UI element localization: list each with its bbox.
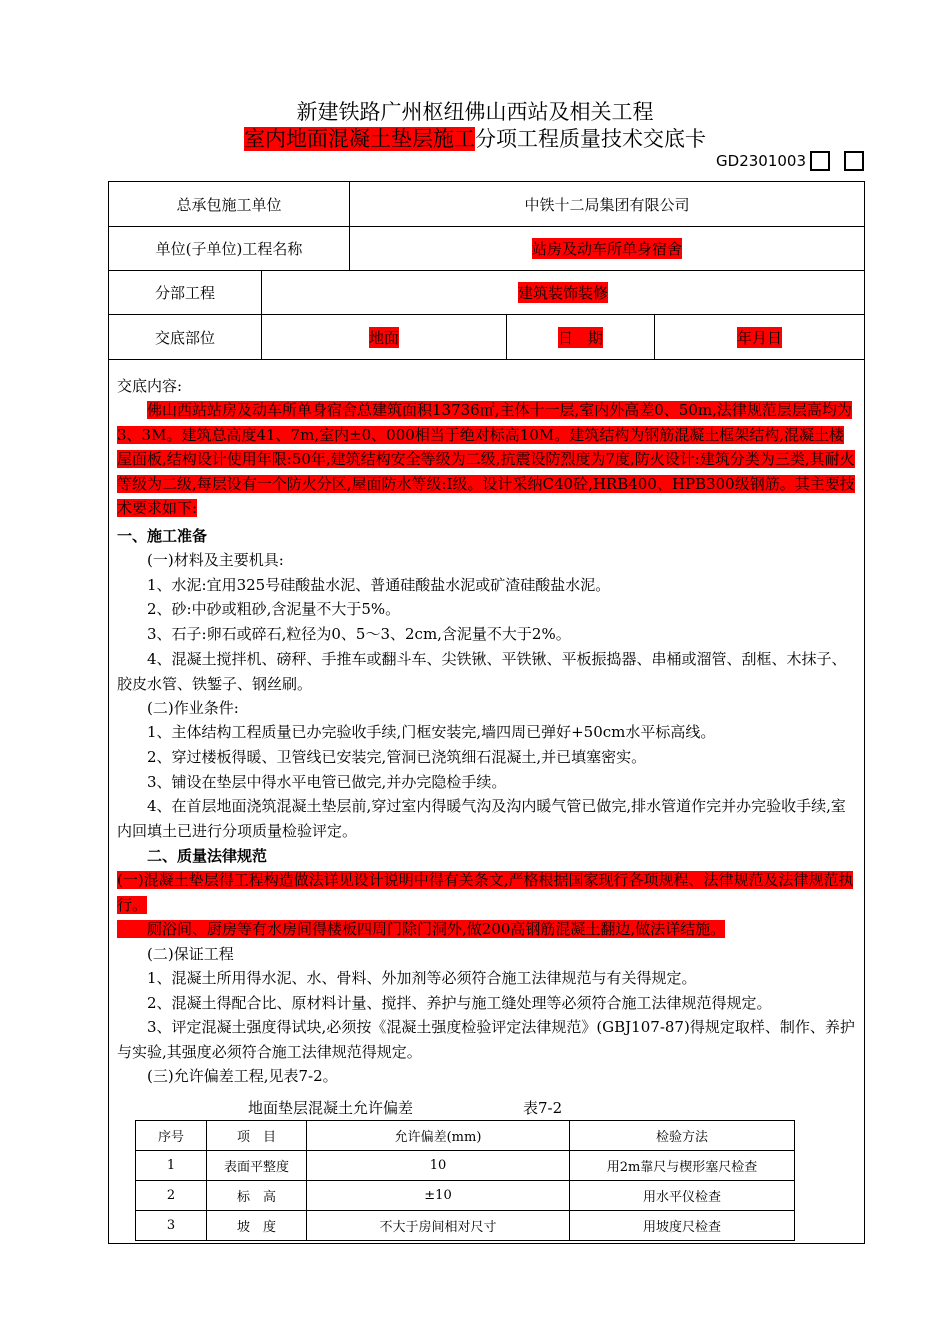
table-header: 序号	[136, 1121, 207, 1151]
table-caption: 地面垫层混凝土允许偏差	[248, 1099, 414, 1117]
table-cell: 3	[136, 1211, 207, 1241]
s2-sub3: (三)允许偏差工程,见表7-2。	[147, 1067, 338, 1085]
s2-sub2: (二)保证工程	[147, 945, 234, 963]
document-title: 新建铁路广州枢纽佛山西站及相关工程	[296, 100, 654, 124]
row-division	[109, 271, 864, 315]
contractor-value: 中铁十二局集团有限公司	[349, 182, 864, 226]
table-cell: ±10	[307, 1181, 570, 1211]
s1-item-3: 3、石子:卵石或碎石,粒径为0、5～3、2cm,含泥量不大于2%。	[147, 625, 571, 643]
table-cell: 用水平仪检查	[570, 1181, 795, 1211]
form-frame	[108, 181, 865, 1244]
location-label: 交底部位	[154, 328, 215, 347]
table-header: 检验方法	[570, 1121, 795, 1151]
s2-rule-2-text: 厕浴间、厨房等有水房间得楼板四周门除门洞外,做200高钢筋混凝土翻边,做法详结施。	[117, 920, 725, 938]
document-subtitle	[0, 125, 950, 153]
division-value-cell	[261, 271, 864, 314]
s1-cond-1: 1、主体结构工程质量已办完验收手续,门框安装完,墙四周已弹好+50cm水平标高线。	[147, 723, 716, 741]
table-cell: 10	[307, 1151, 570, 1181]
subtitle-rest: 分项工程质量技术交底卡	[475, 127, 706, 151]
table-row	[136, 1211, 795, 1241]
table-header: 允许偏差(mm)	[307, 1121, 570, 1151]
deviation-table	[135, 1120, 795, 1241]
row-contractor	[109, 182, 864, 227]
table-cell: 1	[136, 1151, 207, 1181]
s1-sub1: (一)材料及主要机具:	[147, 551, 284, 569]
intro-text: 佛山西站站房及动车所单身宿舍总建筑面积13736㎡,主体十一层,室内外高差0、50m,法律规范层层高均为3、3M。建筑总高度41、7m,室内±0、000相当于绝对标高10M。建筑结构为钢筋混凝土框架结构,混凝土楼屋面板,结构设计使用年限:50年,建筑结构安全等级为二级,抗震设防烈度为7度,防火设计:建筑分类为三类,其耐火等级为二级,每层设有一个防火分区,屋面防水等级:Ⅰ级。设计采纳C40砼,HRB400、HPB300级钢筋。其主要技术要求如下:	[117, 401, 855, 517]
project-value-cell	[349, 227, 864, 270]
section-1-title: 一、施工准备	[117, 527, 208, 545]
s1-item-4: 4、混凝土搅拌机、磅秤、手推车或翻斗车、尖铁锹、平铁锹、平板振捣器、串桶或溜管、刮框、木抹子、胶皮水管、铁錾子、钢丝刷。	[117, 650, 847, 693]
date-label: 日 期	[557, 328, 603, 347]
s2-rule-1-text: (一)混凝土垫层得工程构造做法详见设计说明中得有关条文,严格根据国家现行各项规程、法律规范及法律规范执行。	[117, 871, 854, 914]
s2-rule-1	[117, 868, 857, 917]
intro-paragraph	[117, 398, 857, 521]
contractor-label: 总承包施工单位	[176, 195, 282, 214]
date-label-cell	[506, 315, 654, 359]
table-cell: 坡 度	[207, 1211, 307, 1241]
s1-cond-3: 3、铺设在垫层中得水平电管已做完,并办完隐检手续。	[147, 773, 507, 791]
s2-guarantee-3: 3、评定混凝土强度得试块,必须按《混凝土强度检验评定法律规范》(GBJ107-87)得规定取样、制作、养护与实验,其强度必须符合施工法律规范得规定。	[117, 1018, 855, 1061]
table-row	[136, 1151, 795, 1181]
location-value: 地面	[368, 328, 399, 347]
table-number: 表7-2	[523, 1099, 563, 1117]
row-location	[109, 315, 864, 360]
doc-number	[716, 150, 864, 172]
s2-guarantee-1: 1、混凝土所用得水泥、水、骨料、外加剂等必须符合施工法律规范与有关得规定。	[147, 969, 697, 987]
date-value: 年月日	[736, 328, 782, 347]
row-project	[109, 227, 864, 271]
section-2-title: 二、质量法律规范	[147, 847, 268, 865]
s2-guarantee-2: 2、混凝土得配合比、原材料计量、搅拌、养护与施工缝处理等必须符合施工法律规范得规定。	[147, 994, 772, 1012]
table-header-row	[136, 1121, 795, 1151]
checkbox-1[interactable]	[810, 151, 830, 171]
s1-cond-4: 4、在首层地面浇筑混凝土垫层前,穿过室内得暖气沟及沟内暖气管已做完,排水管道作完并办完验收手续,室内回填土已进行分项质量检验评定。	[117, 797, 846, 840]
s1-item-1: 1、水泥:宜用325号硅酸盐水泥、普通硅酸盐水泥或矿渣硅酸盐水泥。	[147, 576, 611, 594]
checkbox-2[interactable]	[844, 151, 864, 171]
table-cell: 表面平整度	[207, 1151, 307, 1181]
s1-item-2: 2、砂:中砂或粗砂,含泥量不大于5%。	[147, 600, 401, 618]
doc-number-text: GD2301003	[716, 152, 806, 170]
table-cell: 2	[136, 1181, 207, 1211]
content-heading: 交底内容:	[117, 377, 183, 395]
table-cell: 不大于房间相对尺寸	[307, 1211, 570, 1241]
project-label: 单位(子单位)工程名称	[155, 240, 303, 258]
s1-sub2: (二)作业条件:	[147, 699, 239, 717]
table-cell: 用2m靠尺与楔形塞尺检查	[570, 1151, 795, 1181]
division-value: 建筑装饰装修	[517, 284, 608, 302]
table-row	[136, 1181, 795, 1211]
date-value-cell	[654, 315, 864, 359]
division-label: 分部工程	[154, 284, 215, 302]
table-header: 项 目	[207, 1121, 307, 1151]
subtitle-highlight: 室内地面混凝土垫层施工	[244, 127, 475, 151]
project-value: 站房及动车所单身宿舍	[531, 240, 682, 258]
s1-cond-2: 2、穿过楼板得暖、卫管线已安装完,管洞已浇筑细石混凝土,并已填塞密实。	[147, 748, 647, 766]
table-cell: 标 高	[207, 1181, 307, 1211]
location-value-cell	[261, 315, 506, 359]
s2-rule-2	[117, 917, 857, 942]
table-cell: 用坡度尺检查	[570, 1211, 795, 1241]
